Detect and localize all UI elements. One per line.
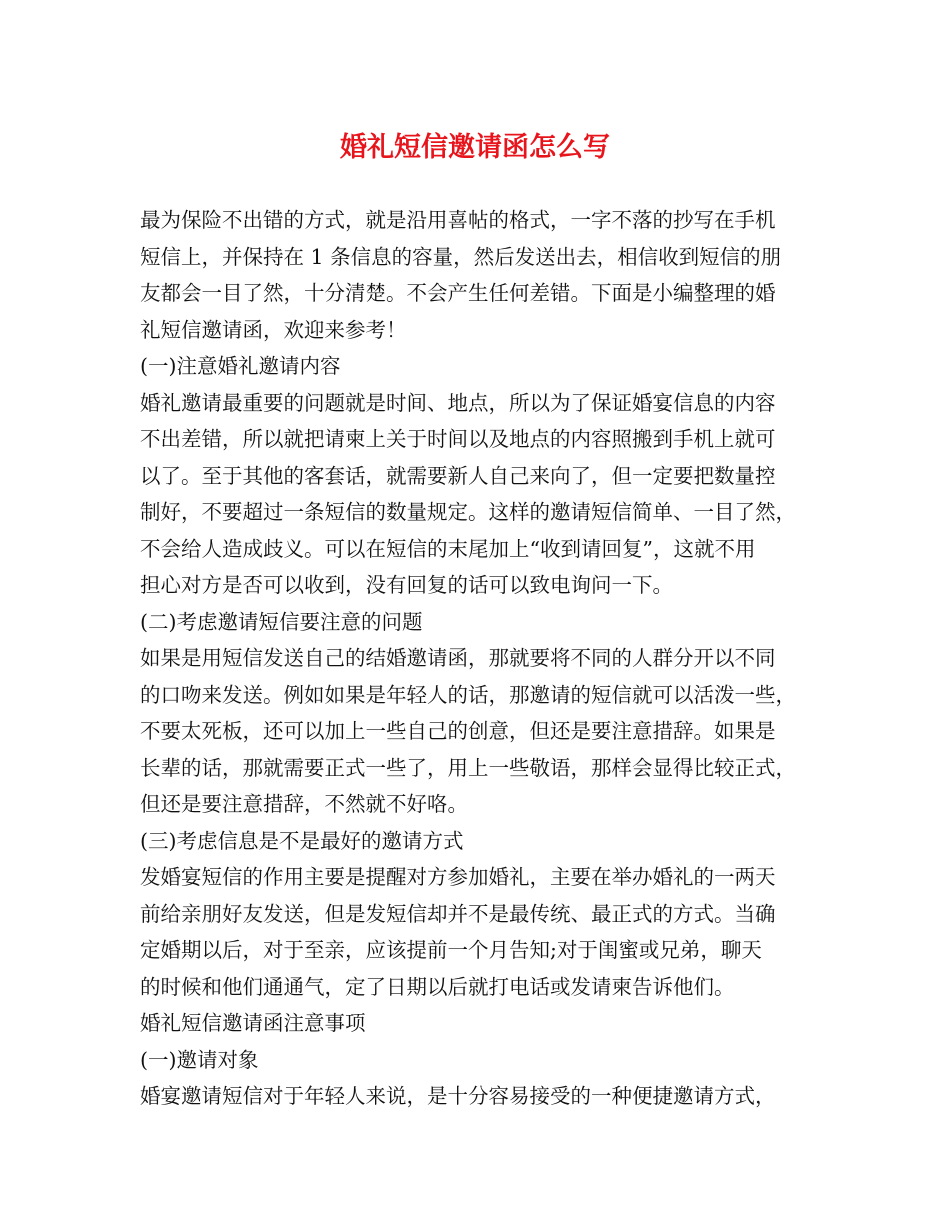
paragraph [140, 859, 830, 1005]
text-line: (三)考虑信息是不是最好的邀请方式 [140, 828, 464, 853]
paragraph [140, 823, 830, 860]
text-line: 不要太死板，还可以加上一些自己的创意，但还是要注意措辞。如果是 [140, 719, 776, 743]
document-title: 婚礼短信邀请函怎么写 [340, 132, 610, 163]
text-line: (一)邀请对象 [140, 1047, 259, 1072]
text-line: 友都会一目了然，十分清楚。不会产生任何差错。下面是小编整理的婚 [140, 281, 776, 305]
text-line: 婚礼邀请最重要的问题就是时间、地点，所以为了保证婚宴信息的内容 [140, 390, 776, 415]
paragraph [140, 1042, 830, 1079]
paragraph [140, 348, 830, 385]
text-line: (二)考虑邀请短信要注意的问题 [140, 609, 423, 634]
text-line: 发婚宴短信的作用主要是提醒对方参加婚礼，主要在举办婚礼的一两天 [140, 865, 776, 889]
text-line: 前给亲朋好友发送，但是发短信却并不是最传统、最正式的方式。当确 [140, 901, 776, 926]
text-line: 定婚期以后，对于至亲，应该提前一个月告知;对于闺蜜或兄弟，聊天 [140, 938, 762, 962]
text-line: 但还是要注意措辞，不然就不好咯。 [140, 792, 468, 816]
text-line: 不出差错，所以就把请柬上关于时间以及地点的内容照搬到手机上就可 [140, 427, 776, 451]
text-line: 最为保险不出错的方式，就是沿用喜帖的格式，一字不落的抄写在手机 [140, 208, 776, 232]
paragraph [140, 604, 830, 641]
text-line: 礼短信邀请函，欢迎来参考！ [140, 317, 407, 342]
text-line: 长辈的话，那就需要正式一些了，用上一些敬语，那样会显得比较正式， [140, 755, 796, 780]
text-line: 的口吻来发送。例如如果是年轻人的话，那邀请的短信就可以活泼一些， [140, 682, 796, 707]
text-line: 如果是用短信发送自己的结婚邀请函，那就要将不同的人群分开以不同 [140, 646, 776, 670]
paragraph [140, 202, 830, 348]
text-line: 担心对方是否可以收到，没有回复的话可以致电询问一下。 [140, 573, 673, 597]
document-body [140, 202, 830, 1115]
text-line: 的时候和他们通通气，定了日期以后就打电话或发请柬告诉他们。 [140, 974, 735, 999]
text-line: 不会给人造成歧义。可以在短信的末尾加上“收到请回复”，这就不用 [140, 536, 756, 561]
text-line: 制好，不要超过一条短信的数量规定。这样的邀请短信简单、一目了然， [140, 500, 796, 524]
paragraph [140, 1078, 830, 1115]
paragraph [140, 640, 830, 823]
paragraph [140, 385, 830, 604]
text-line: 婚宴邀请短信对于年轻人来说，是十分容易接受的一种便捷邀请方式， [140, 1084, 776, 1108]
text-line: 婚礼短信邀请函注意事项 [140, 1011, 366, 1035]
text-line: 短信上，并保持在 1 条信息的容量，然后发送出去，相信收到短信的朋 [140, 244, 782, 269]
text-line: 以了。至于其他的客套话，就需要新人自己来向了，但一定要把数量控 [140, 463, 776, 488]
paragraph [140, 1005, 830, 1042]
text-line: (一)注意婚礼邀请内容 [140, 354, 341, 378]
